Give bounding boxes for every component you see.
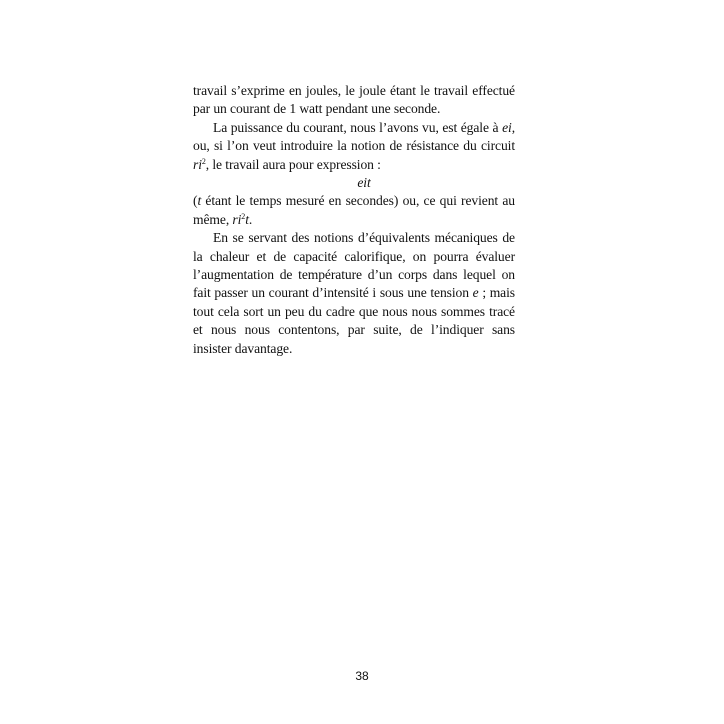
paragraph-4-text-a: En se servant des notions d’équivalents mécaniques de la chaleur et de capacité calorifique, on pourra évaluer l’augmentation de température d’un corps dans lequel on fait passer un courant d’intensité i sous une tension [193,230,515,301]
paragraph-3-text-a: étant le temps mesuré en secondes) ou, ce qui revient au même, [193,193,515,227]
symbol-e: e [472,285,479,301]
paragraph-1 [193,82,515,119]
paragraph-2-text-a: La puissance du courant, nous l’avons vu, est égale à [213,119,503,135]
formula: eit [357,175,371,191]
paragraph-3-end: . [248,211,253,227]
paragraph-2-text-c: , le travail aura pour expression : [205,156,381,172]
symbol-t-2: t [245,211,249,227]
paragraph-2-text-b: , ou, si l’on veut introduire la notion de résistance du circuit [193,119,515,154]
symbol-ri: ri [193,156,202,172]
paragraph-1-text: travail s’exprime en joules, le joule étant le travail effectué par un courant de 1 watt pendant une seconde. [193,83,515,117]
symbol-ri-2: ri [232,211,242,227]
paragraph-3 [193,192,515,229]
symbol-t: t [197,193,202,209]
paragraph-3-open: ( [193,193,198,209]
body-text [193,82,515,358]
exponent: 2 [201,156,206,166]
symbol-ei: ei [502,119,512,135]
page-number: 38 [355,669,369,683]
paragraph-4-text-b: ; mais tout cela sort un peu du cadre que nous nous sommes tracé et nous nous contentons, par suite, de l’indiquer sans insister davantage. [193,285,515,356]
paragraph-4 [193,229,515,358]
paragraph-2 [193,119,515,174]
exponent-2: 2 [241,211,246,221]
